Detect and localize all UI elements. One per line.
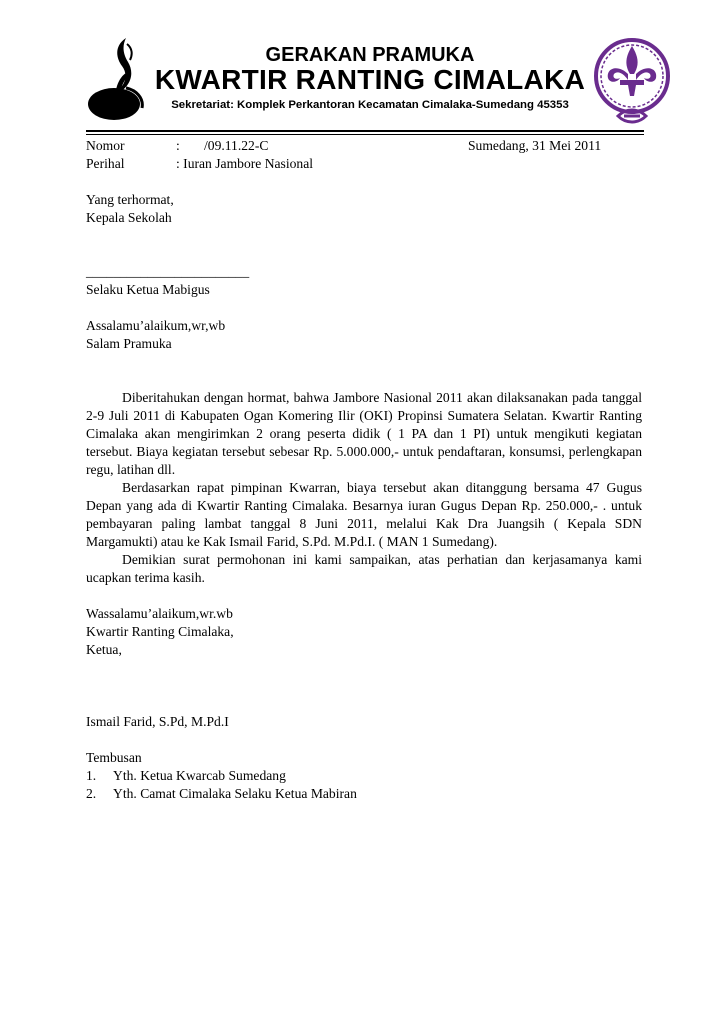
- perihal-label: Perihal: [86, 156, 125, 171]
- paragraph-3: Demikian surat permohonan ini kami sampaikan, atas perhatian dan kerjasamanya kami ucapkan terima kasih.: [86, 552, 642, 585]
- nomor-label: Nomor: [86, 138, 125, 153]
- letter-body: [86, 137, 642, 803]
- org-unit-name: KWARTIR RANTING CIMALAKA: [154, 64, 586, 95]
- signer-name: Ismail Farid, S.Pd, M.Pd.I: [86, 714, 229, 729]
- cc-item: [86, 785, 642, 803]
- perihal-value: : Iuran Jambore Nasional: [176, 156, 314, 171]
- cc-item-number: 1.: [86, 768, 97, 783]
- cc-item: [86, 767, 642, 785]
- cc-item-number: 2.: [86, 786, 97, 801]
- paragraph-2: Berdasarkan rapat pimpinan Kwarran, biaya tersebut akan ditanggung bersama 47 Gugus Depan yang ada di Kwartir Ranting Cimalaka. Besarnya iuran Gugus Depan Rp. 250.000,- . untuk pembayaran paling lambat tanggal 8 Juni 2011, melalui Kak Dra Juangsih ( Kepala SDN Margamukti) atau ke Kak Ismail Farid, S.Pd. M.Pd.I. ( MAN 1 Sumedang).: [86, 480, 642, 549]
- greeting-1: Assalamu’alaikum,wr,wb: [86, 318, 226, 333]
- tunas-kelapa-logo: [86, 32, 152, 124]
- recipient-line-1: Yang terhormat,: [86, 192, 174, 207]
- closing-3: Ketua,: [86, 642, 122, 657]
- header-rule-thick: [86, 130, 644, 132]
- greeting-2: Salam Pramuka: [86, 336, 172, 351]
- closing-2: Kwartir Ranting Cimalaka,: [86, 624, 234, 639]
- world-scout-emblem: [590, 34, 674, 130]
- closing-1: Wassalamu’alaikum,wr.wb: [86, 606, 233, 621]
- nomor-value: /09.11.22-C: [204, 138, 269, 153]
- recipient-blank: ________________________: [86, 264, 250, 279]
- recipient-line-3: Selaku Ketua Mabigus: [86, 282, 210, 297]
- header-rule-thin: [86, 134, 644, 135]
- recipient-line-2: Kepala Sekolah: [86, 210, 172, 225]
- cc-item-text: Yth. Camat Cimalaka Selaku Ketua Mabiran: [113, 786, 357, 801]
- paragraph-1: Diberitahukan dengan hormat, bahwa Jambore Nasional 2011 akan dilaksanakan pada tanggal 2-9 Juli 2011 di Kabupaten Ogan Komering Ilir (OKI) Propinsi Sumatera Selatan. Kwartir Ranting Cimalaka akan mengirimkan 2 orang peserta didik ( 1 PA dan 1 PI) untuk mengikuti kegiatan tersebut. Biaya kegiatan tersebut sebesar Rp. 5.000.000,- untuk pendaftaran, konsumsi, perlengkapan regu, latihan dll.: [86, 390, 642, 477]
- letter-date: Sumedang, 31 Mei 2011: [468, 138, 602, 153]
- org-name: GERAKAN PRAMUKA: [265, 44, 475, 66]
- nomor-line: [86, 137, 642, 155]
- nomor-separator: :: [176, 138, 180, 153]
- cc-item-text: Yth. Ketua Kwarcab Sumedang: [113, 768, 286, 783]
- perihal-line: [86, 155, 642, 173]
- org-address: Sekretariat: Komplek Perkantoran Kecamatan Cimalaka-Sumedang 45353: [171, 99, 569, 111]
- cc-title: Tembusan: [86, 750, 142, 765]
